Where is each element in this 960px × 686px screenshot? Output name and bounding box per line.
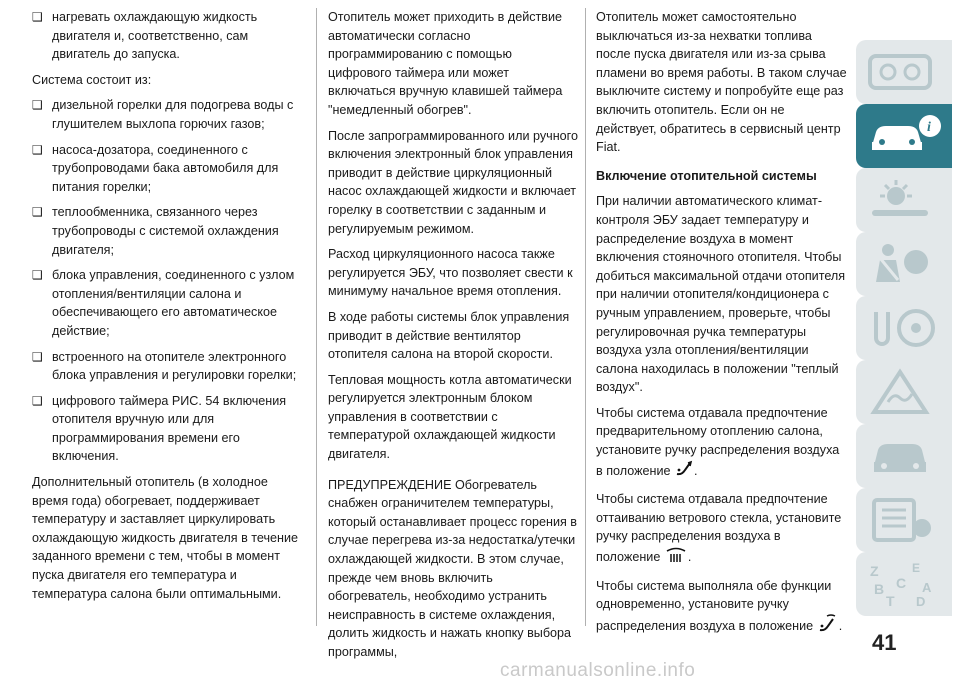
svg-text:i: i bbox=[927, 120, 931, 135]
svg-text:D: D bbox=[916, 594, 926, 608]
intro-text: Система состоит из: bbox=[32, 72, 152, 87]
svg-text:B: B bbox=[874, 581, 885, 597]
section-heading: Включение отопительной системы bbox=[596, 168, 817, 183]
paragraph: Отопитель может самостоятельно выключаться из-за нехватки топлива после пуска двигателя или из-за срыва пламени во время работы. В таком случае выключите систему и попробуйте еще раз включить отопитель. Если он не действует, обратитесь в сервисный центр Fiat. bbox=[596, 10, 847, 155]
car-info-icon bbox=[866, 112, 946, 160]
paragraph: При наличии автоматического климат-контроля ЭБУ задает температуру и распределение воздуха в момент включения стояночного отопителя. Чтобы добиться максимальной отдачи отопителя при наличии отопителя/кондиционера с ручным управлением, проверьте, чтобы регулировочная ручка температуры воздуха узла отопления/вентиляции салона находилась в положении "теплый воздух". bbox=[596, 194, 846, 395]
bullet-item: ❑ цифрового таймера РИС. 54 включения отопителя вручную или для программирования времени его включения. bbox=[32, 392, 306, 466]
alphabetical-index-icon bbox=[866, 560, 946, 608]
paragraph: В ходе работы системы блок управления приводит в действие вентилятор отопителя салона на второй скорости. bbox=[328, 309, 570, 362]
paragraph-text: Чтобы система отдавала предпочтение предварительному отоплению салона, установите ручку распределения воздуха в положение bbox=[596, 405, 840, 478]
air-feet-icon bbox=[674, 460, 694, 484]
warning-lights-icon bbox=[866, 176, 946, 224]
paragraph: Расход циркуляционного насоса также регулируется ЭБУ, что позволяет свести к минимуму начальное время отопления. bbox=[328, 247, 573, 299]
sidebar-tab-emergency[interactable] bbox=[856, 360, 952, 424]
column-1 bbox=[32, 8, 306, 610]
svg-text:Z: Z bbox=[870, 563, 879, 579]
paragraph bbox=[596, 490, 848, 569]
svg-text:E: E bbox=[912, 561, 921, 575]
bullet-item: ❑ встроенного на отопителе электронного блока управления и регулировки горелки; bbox=[32, 348, 306, 385]
paragraph: Тепловая мощность котла автоматически регулируется электронным блоком управления в соответствии с температурой охлаждающей жидкости двигателя. bbox=[328, 372, 572, 462]
sidebar-tab-starting-driving[interactable] bbox=[856, 296, 952, 360]
sidebar-tab-car-info[interactable] bbox=[856, 104, 952, 168]
emergency-triangle-icon bbox=[866, 368, 946, 416]
column-3 bbox=[596, 8, 848, 646]
bullet-item: ❑ блока управления, соединенного с узлом отопления/вентиляции салона и обеспечивающего его автоматическое действие; bbox=[32, 266, 306, 340]
column-divider bbox=[316, 8, 317, 626]
paragraph-end: . bbox=[838, 618, 843, 633]
paragraph: Отопитель может приходить в действие автоматически согласно программированию с помощью цифрового таймера или может включаться вручную клавишей таймера "немедленный обогрев". bbox=[328, 10, 563, 117]
bullet-item: ❑ насоса-дозатора, соединенного с трубопроводами бака автомобиля для питания горелки; bbox=[32, 141, 306, 197]
watermark: carmanualsonline.info bbox=[500, 660, 696, 681]
bullet-item: ❑ нагревать охлаждающую жидкость двигателя и, соответственно, сам двигатель до запуска. bbox=[32, 8, 306, 64]
bullet-item: ❑ теплообменника, связанного через трубопроводы с системой охлаждения двигателя; bbox=[32, 203, 306, 259]
column-2 bbox=[328, 8, 578, 669]
sidebar-tab-safety[interactable] bbox=[856, 232, 952, 296]
paragraph-text: Чтобы система выполняла обе функции одновременно, установите ручку распределения воздуха в положение bbox=[596, 578, 832, 633]
seatbelt-airbag-icon bbox=[866, 240, 946, 288]
paragraph bbox=[596, 404, 848, 483]
air-feet-defrost-icon bbox=[817, 614, 839, 640]
sidebar-tab-warning-lights[interactable] bbox=[856, 168, 952, 232]
column-divider bbox=[585, 8, 586, 626]
paragraph-text: Чтобы система отдавала предпочтение оттаиванию ветрового стекла, установите ручку распределения воздуха в положение bbox=[596, 492, 842, 565]
paragraph bbox=[596, 577, 848, 640]
sidebar-tab-technical-specs[interactable] bbox=[856, 488, 952, 552]
paragraph-end: . bbox=[694, 463, 698, 478]
page-number: 41 bbox=[872, 630, 897, 655]
sidebar-tab-index[interactable] bbox=[856, 552, 952, 616]
defrost-icon bbox=[664, 546, 688, 570]
car-dashboard-icon bbox=[866, 48, 946, 96]
svg-text:A: A bbox=[922, 580, 932, 595]
paragraph: После запрограммированного или ручного включения электронный блок управления приводит в действие циркуляционный насос охлаждающей жидкости и включает горелку в соответствии с заданным и регулируемым режимом. bbox=[328, 128, 578, 236]
steering-wheel-key-icon bbox=[866, 304, 946, 352]
svg-text:C: C bbox=[896, 575, 907, 591]
technical-specs-icon bbox=[866, 496, 946, 544]
bullet-item: ❑ дизельной горелки для подогрева воды с глушителем выхлопа горючих газов; bbox=[32, 96, 306, 133]
sidebar-tab-maintenance[interactable] bbox=[856, 424, 952, 488]
svg-text:T: T bbox=[886, 593, 895, 608]
car-service-icon bbox=[866, 432, 946, 480]
paragraph-end: . bbox=[687, 550, 692, 565]
warning-text: ПРЕДУПРЕЖДЕНИЕ Обогреватель снабжен ограничителем температуры, который останавливает процесс горения в случае перегрева из-за недостатка/утечки охлаждающей жидкости. В этом случае, прежде чем вновь включить обогреватель, необходимо устранить неисправность в системе охлаждения, долить жидкость и нажать кнопку выбора программы, bbox=[328, 477, 578, 659]
sidebar-tab-dashboard[interactable] bbox=[856, 40, 952, 104]
paragraph: Дополнительный отопитель (в холодное время года) обогревает, поддерживает температуру и заставляет циркулировать охлаждающую жидкость двигателя в течение заданного времени с тем, чтобы в момент пуска двигателя его температура и температура салона были оптимальными. bbox=[32, 475, 299, 601]
